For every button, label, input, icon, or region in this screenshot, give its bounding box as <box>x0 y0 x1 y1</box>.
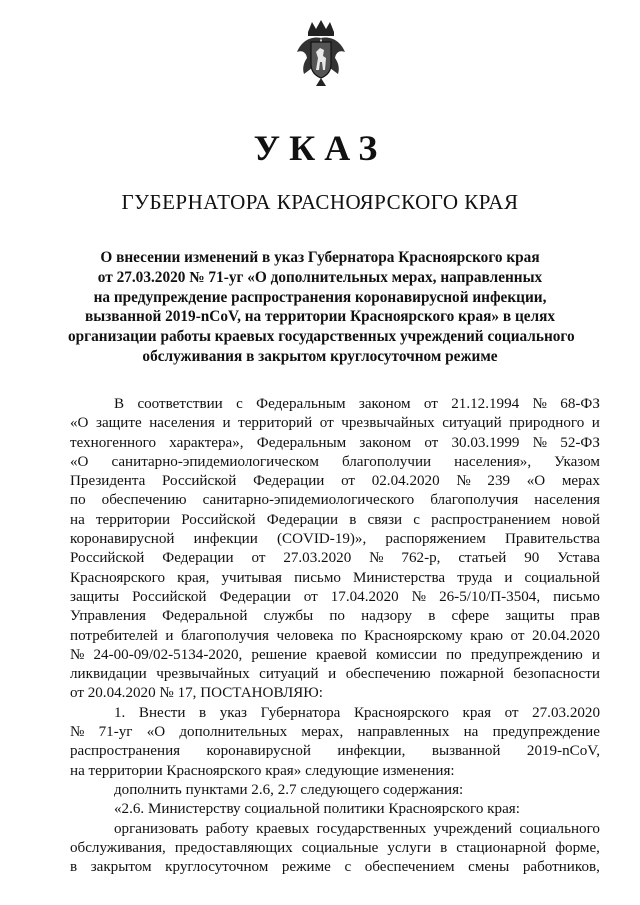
body-line <box>70 762 600 781</box>
body-line <box>70 665 600 684</box>
body-word: и <box>222 415 231 432</box>
body-word: обеспечению <box>345 666 431 683</box>
body-line <box>70 569 600 588</box>
body-word: по <box>70 492 86 509</box>
document-heading <box>68 248 575 367</box>
heading-line: организации работы краевых государственных учреждений социального <box>68 328 575 346</box>
body-word: по <box>329 608 345 625</box>
document-subtitle: ГУБЕРНАТОРА КРАСНОЯРСКОГО КРАЯ <box>121 190 519 214</box>
body-word: 26-5/10/П-3504, <box>439 588 541 605</box>
body-line <box>70 414 600 433</box>
body-word: круглосуточном <box>165 859 269 876</box>
body-word: края, <box>177 569 210 586</box>
body-word: по <box>446 646 462 663</box>
body-word: надзору <box>361 608 413 625</box>
body-line-text: «2.6. Министерству социальной политики Красноярского края: <box>114 801 520 818</box>
body-word: письмо <box>294 569 341 586</box>
body-word: 21.12.1994 <box>451 396 520 412</box>
body-line <box>70 530 600 549</box>
body-line <box>70 395 600 414</box>
body-word: закрытом <box>90 859 152 876</box>
body-word: 239 <box>487 473 511 490</box>
body-word: Внести <box>138 704 186 721</box>
body-word: предоставляющих <box>174 839 293 856</box>
body-word: Федерации <box>266 511 339 528</box>
body-word: организовать <box>114 820 199 837</box>
body-word: Федерации <box>253 473 325 490</box>
body-word: сфере <box>451 608 490 625</box>
body-word: «О <box>146 724 166 741</box>
body-word: защите <box>96 415 142 432</box>
body-word: 20.04.2020 <box>532 627 600 644</box>
body-word: от <box>303 588 318 605</box>
body-word: санитарно-эпидемиологическом <box>111 453 319 470</box>
body-word: края <box>462 704 492 721</box>
body-word: № <box>532 434 548 451</box>
body-word: инфекции <box>193 531 258 548</box>
body-word: и <box>165 627 174 644</box>
body-word: и <box>591 415 600 432</box>
heading-line: от 27.03.2020 № 71-уг «О дополнительных мерах, направленных <box>97 268 543 286</box>
body-word: в <box>440 839 448 856</box>
body-word: ситуаций <box>442 415 502 432</box>
body-word: ситуаций <box>259 666 319 683</box>
body-word: 68-ФЗ <box>560 396 600 412</box>
body-word: направленных <box>357 724 450 741</box>
body-word: В <box>114 396 125 412</box>
body-line <box>70 627 600 646</box>
body-word: характера», <box>169 434 244 451</box>
body-word: пожарной <box>440 666 504 683</box>
body-word: обслуживания, <box>70 839 166 856</box>
body-word: № <box>456 473 471 490</box>
body-word: 02.04.2020 <box>371 473 440 490</box>
body-word: № <box>70 646 85 663</box>
body-word: и <box>591 646 600 663</box>
body-word: 30.03.1999 <box>451 434 520 451</box>
body-word: Министерства <box>353 569 446 586</box>
body-word: санитарно-эпидемиологического <box>202 492 415 509</box>
body-line <box>70 781 600 800</box>
body-line-text: дополнить пунктами 2.6, 2.7 следующего содержания: <box>114 781 464 798</box>
body-word: государственных <box>316 820 427 837</box>
body-word: благополучия <box>430 492 519 509</box>
body-word: на <box>70 511 85 528</box>
heading-line: О внесении изменений в указ Губернатора Красноярского края <box>100 249 540 266</box>
body-word: письмо <box>553 588 600 605</box>
body-word: № <box>70 724 85 741</box>
body-word: населения <box>149 415 215 432</box>
body-word: комиссии <box>375 646 437 663</box>
document-body <box>70 395 600 877</box>
body-word: решение <box>251 646 307 663</box>
body-word: Российской <box>162 473 237 490</box>
body-line-text: от 20.04.2020 № 17, ПОСТАНОВЛЯЮ: <box>70 685 323 702</box>
body-word: предупреждение <box>492 724 600 741</box>
body-word: 17.04.2020 <box>330 588 399 605</box>
body-word: 90 <box>524 550 540 567</box>
body-word: предупреждению <box>470 646 583 663</box>
body-word: прав <box>570 608 600 625</box>
body-line <box>70 839 600 858</box>
body-word: Российской <box>132 588 207 605</box>
body-line <box>70 511 600 530</box>
body-word: краевой <box>315 646 367 663</box>
body-word: природного <box>509 415 585 432</box>
body-word: (COVID-19)», <box>276 531 367 548</box>
body-line-text: на территории Красноярского края» следующие изменения: <box>70 762 455 779</box>
body-word: Президента <box>70 473 146 490</box>
body-word: 71-уг <box>98 724 133 741</box>
document-title: УКАЗ <box>253 128 387 168</box>
body-word: 24-00-09/02-5134-2020, <box>93 646 243 663</box>
body-word: от <box>510 627 525 644</box>
body-line <box>70 434 600 453</box>
body-word: № <box>411 588 427 605</box>
body-word: территории <box>95 511 171 528</box>
body-line <box>70 820 600 839</box>
body-word: «О <box>70 415 89 432</box>
body-line <box>70 588 600 607</box>
body-word: краевых <box>256 820 310 837</box>
body-word: защиты <box>70 588 120 605</box>
body-word: социальной <box>524 569 600 586</box>
body-word: труда <box>457 569 493 586</box>
body-word: в <box>199 704 207 721</box>
body-line <box>70 742 600 761</box>
body-word: «О <box>70 453 89 470</box>
body-word: чрезвычайных <box>341 415 435 432</box>
body-word: от <box>251 550 266 567</box>
body-word: учитывая <box>221 569 282 586</box>
body-word: 2019-nCoV, <box>526 743 600 760</box>
body-word: с <box>236 396 243 412</box>
body-word: № <box>369 550 384 567</box>
body-word: «О <box>526 473 546 490</box>
body-word: Красноярскому <box>364 627 463 644</box>
heading-line: обслуживания в закрытом круглосуточном режиме <box>142 347 498 365</box>
body-line <box>70 858 600 877</box>
body-word: коронавирусной <box>70 531 175 548</box>
body-word: 1. <box>114 704 126 721</box>
body-word: от <box>319 415 334 432</box>
body-word: Правительства <box>504 531 600 548</box>
body-word: инфекции, <box>337 743 406 760</box>
body-word: стационарной <box>456 839 547 856</box>
body-word: обеспечением <box>364 859 455 876</box>
body-line <box>70 800 600 819</box>
heading-line: на предупреждение распространения коронавирусной инфекции, <box>93 288 547 306</box>
body-word: краю <box>470 627 503 644</box>
body-word: мерах <box>561 473 600 490</box>
body-word: Федеральной <box>162 608 248 625</box>
body-word: форме, <box>555 839 600 856</box>
body-word: от <box>504 704 519 721</box>
body-word: с <box>344 859 352 876</box>
body-word: дополнительных <box>179 724 288 741</box>
body-word: техногенного <box>70 434 157 451</box>
body-word: от <box>423 396 438 412</box>
body-word: Российской <box>181 511 256 528</box>
body-word: Губернатора <box>260 704 341 721</box>
body-word: указ <box>219 704 248 721</box>
body-word: коронавирусной <box>206 743 311 760</box>
body-word: Федеральным <box>256 396 346 412</box>
body-word: законом <box>359 434 412 451</box>
body-word: мерах, <box>301 724 344 741</box>
krasnoyarsk-coat-of-arms-icon <box>294 18 348 90</box>
body-word: 52-ФЗ <box>560 434 600 451</box>
body-word: на <box>463 724 479 741</box>
body-word: услуги <box>387 839 432 856</box>
body-line <box>70 453 600 472</box>
body-word: от <box>424 434 439 451</box>
body-word: безопасности <box>513 666 600 683</box>
body-word: службы <box>263 608 314 625</box>
body-word: защиты <box>505 608 555 625</box>
body-line <box>70 491 600 510</box>
body-word: с <box>413 511 420 528</box>
body-line <box>70 684 600 703</box>
body-word: Устава <box>557 550 600 567</box>
body-word: Управления <box>70 608 146 625</box>
body-word: ликвидации <box>70 666 147 683</box>
body-word: статьей <box>458 550 507 567</box>
body-word: 27.03.2020 <box>283 550 352 567</box>
body-word: Федерации <box>219 588 291 605</box>
heading-line: вызванной 2019-nCoV, на территории Красноярского края» в целях <box>84 308 556 326</box>
body-word: Красноярского <box>70 569 166 586</box>
body-word: работу <box>205 820 249 837</box>
body-word: благополучия <box>180 627 269 644</box>
body-word: работников, <box>522 859 600 876</box>
body-word: учреждений <box>433 820 512 837</box>
body-word: в <box>428 608 436 625</box>
body-word: Красноярского <box>353 704 449 721</box>
body-word: Российской <box>70 550 145 567</box>
body-line <box>70 646 600 665</box>
body-word: населения», <box>454 453 532 470</box>
body-line <box>70 549 600 568</box>
body-line <box>70 704 600 723</box>
body-word: вызванной <box>431 743 501 760</box>
body-word: человека <box>276 627 334 644</box>
body-word: соответствии <box>137 396 223 412</box>
body-word: распоряжением <box>385 531 486 548</box>
body-word: новой <box>561 511 600 528</box>
body-word: населения <box>534 492 600 509</box>
body-word: Федерации <box>162 550 234 567</box>
body-word: по <box>340 627 357 644</box>
body-word: от <box>341 473 356 490</box>
body-word: распространения <box>70 743 181 760</box>
body-word: и <box>328 666 337 683</box>
body-word: чрезвычайных <box>156 666 250 683</box>
body-word: 762-р, <box>401 550 441 567</box>
body-word: потребителей <box>70 627 158 644</box>
body-word: Федеральным <box>256 434 347 451</box>
body-word: 27.03.2020 <box>532 704 600 721</box>
body-line <box>70 472 600 491</box>
body-word: в <box>70 859 78 876</box>
body-line <box>70 607 600 626</box>
body-word: социальные <box>301 839 379 856</box>
body-word: режиме <box>281 859 331 876</box>
body-word: благополучии <box>341 453 432 470</box>
body-word: законом <box>358 396 411 412</box>
body-word: связи <box>367 511 403 528</box>
body-word: в <box>349 511 357 528</box>
body-word: смены <box>468 859 510 876</box>
body-word: обеспечению <box>101 492 187 509</box>
body-word: и <box>504 569 513 586</box>
body-word: территорий <box>238 415 313 432</box>
body-word: № <box>532 396 547 412</box>
body-word: Указом <box>554 453 600 470</box>
body-word: распространением <box>431 511 551 528</box>
body-line <box>70 723 600 742</box>
body-word: социального <box>519 820 600 837</box>
